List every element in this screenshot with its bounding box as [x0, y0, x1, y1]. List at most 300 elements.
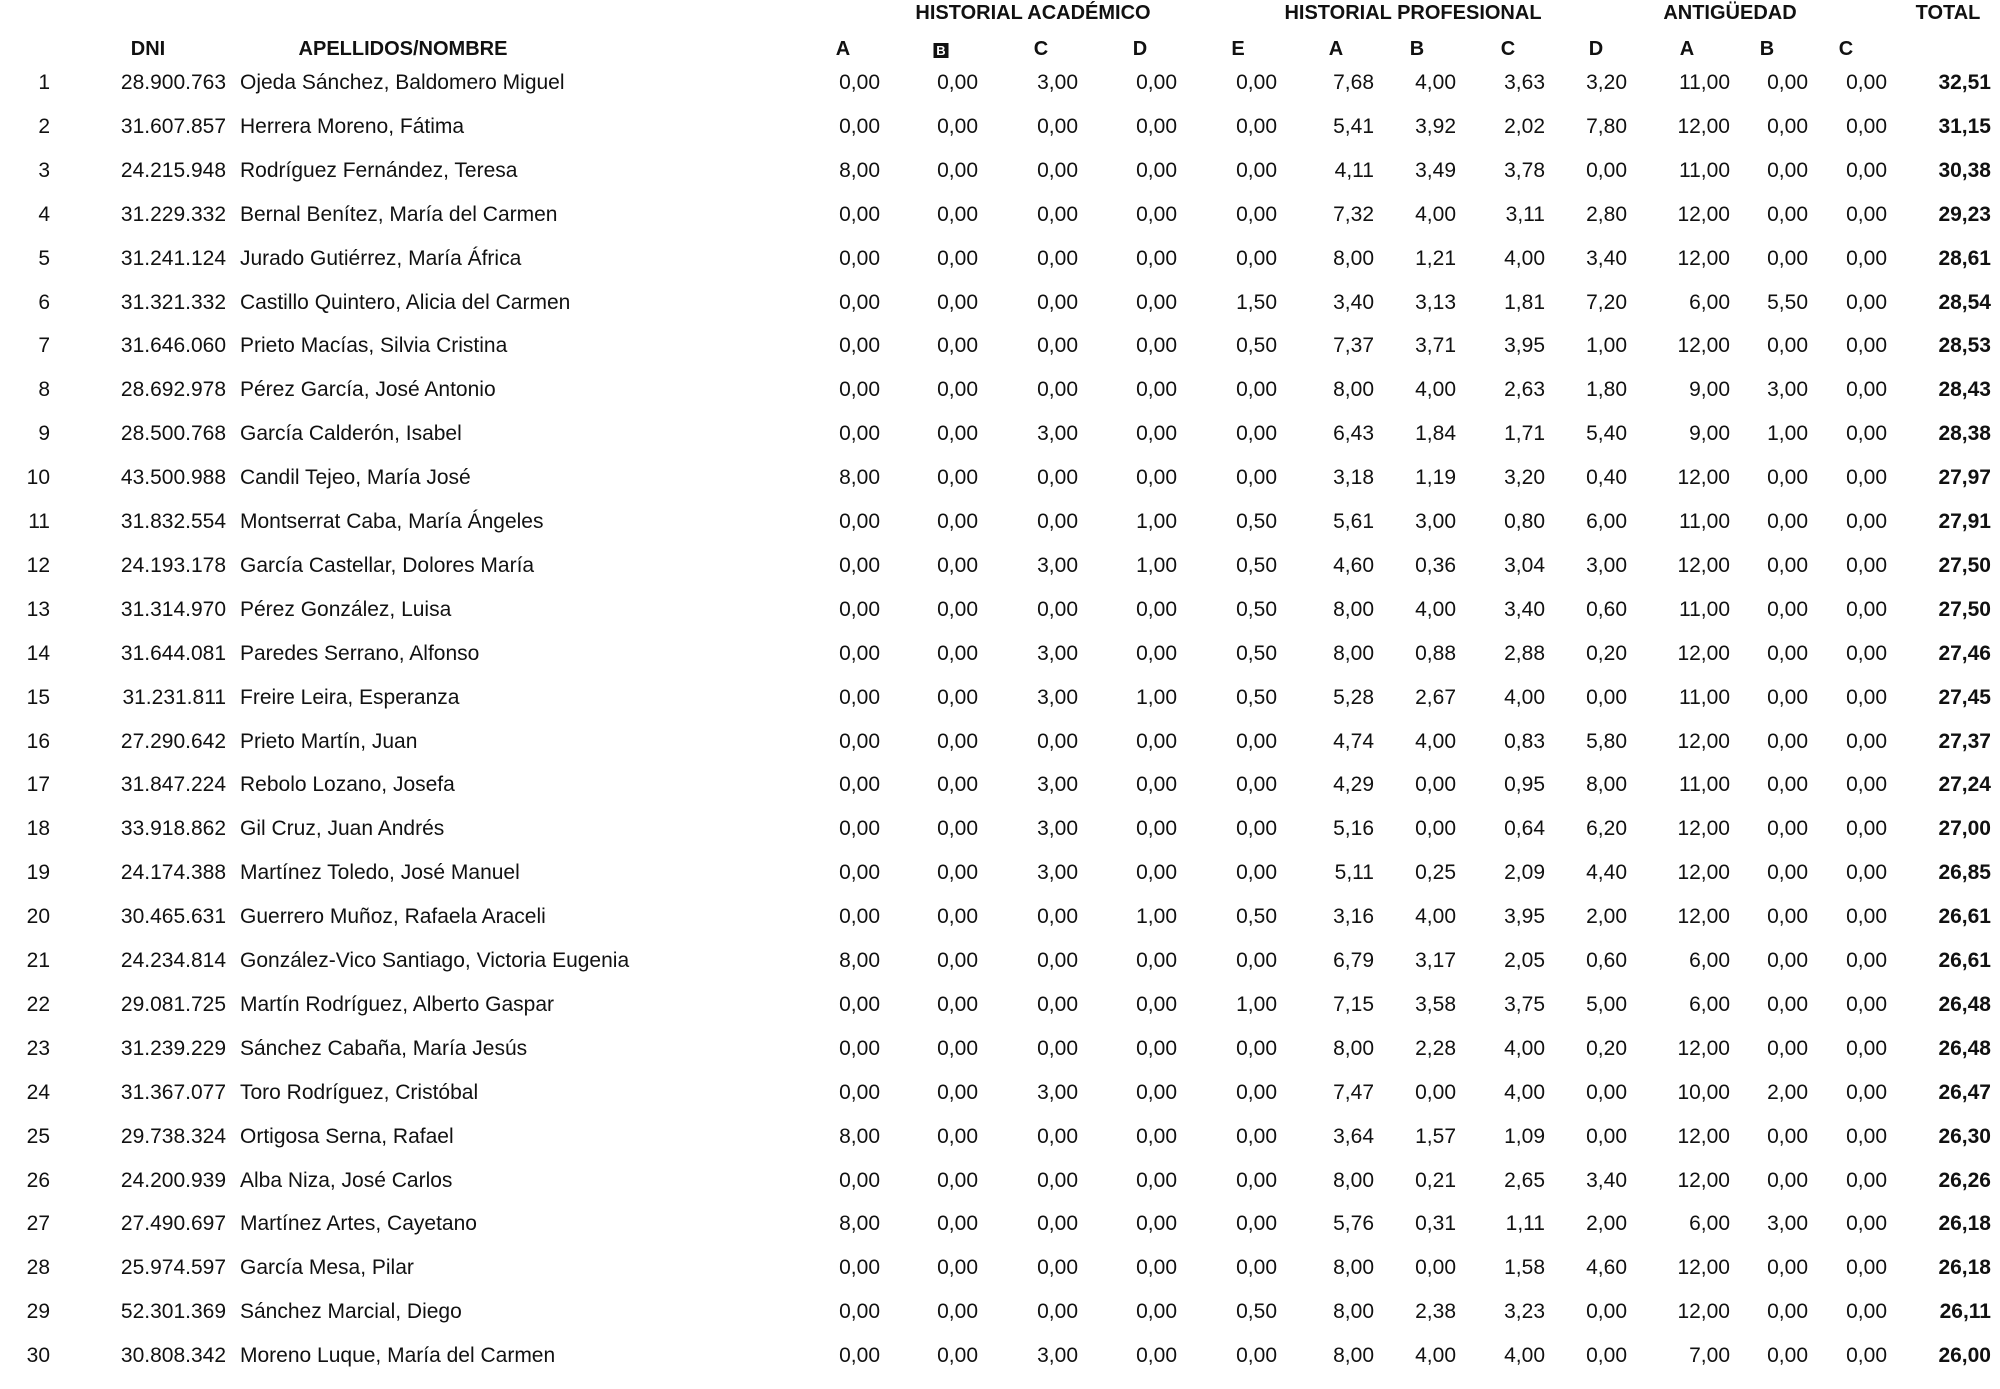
- prof-c-cell: 1,09: [1504, 1124, 1545, 1148]
- table-row: [0, 292, 2000, 336]
- acad-c-cell: 0,00: [1037, 1168, 1078, 1192]
- table-row: [0, 1213, 2000, 1257]
- table-row: [0, 687, 2000, 731]
- acad-b-cell: 0,00: [937, 1344, 978, 1368]
- acad-b-cell: 0,00: [937, 202, 978, 226]
- prof-a-cell: 4,74: [1333, 729, 1374, 753]
- prof-c-cell: 1,58: [1504, 1256, 1545, 1280]
- table-row: [0, 1126, 2000, 1170]
- antig-b-cell: 0,00: [1767, 510, 1808, 533]
- acad-d-cell: 1,00: [1136, 685, 1177, 709]
- antig-a-cell: 12,00: [1677, 1300, 1730, 1324]
- acad-c-cell: 0,00: [1037, 202, 1078, 226]
- antig-a-cell: 12,00: [1677, 466, 1730, 490]
- acad-a-cell: 0,00: [839, 334, 880, 358]
- prof-c-cell: 1,11: [1505, 1212, 1545, 1236]
- antig-c-cell: 0,00: [1846, 597, 1887, 621]
- acad-c-cell: 0,00: [1037, 1212, 1078, 1236]
- acad-b-cell: 0,00: [937, 641, 978, 665]
- dni-cell: 28.500.768: [120, 422, 226, 446]
- acad-b-cell: 0,00: [937, 685, 978, 709]
- prof-d-cell: 0,00: [1586, 1124, 1627, 1148]
- prof-c-cell: 3,04: [1504, 553, 1545, 577]
- acad-d-cell: 0,00: [1136, 246, 1177, 270]
- name-cell: Pérez García, José Antonio: [240, 378, 496, 402]
- acad-b-cell: 0,00: [937, 992, 978, 1016]
- col-header-acad-b-label: B: [934, 43, 949, 58]
- dni-cell: 24.215.948: [120, 158, 226, 182]
- antig-a-cell: 12,00: [1677, 905, 1730, 929]
- acad-a-cell: 0,00: [839, 378, 880, 402]
- prof-d-cell: 0,60: [1586, 597, 1627, 621]
- acad-b-cell: 0,00: [937, 1124, 978, 1148]
- acad-e-cell: 1,50: [1236, 290, 1277, 314]
- row-number: 24: [26, 1080, 50, 1104]
- table-row: [0, 1082, 2000, 1126]
- dni-cell: 31.646.060: [120, 334, 226, 358]
- prof-a-cell: 4,60: [1333, 553, 1374, 577]
- prof-a-cell: 4,29: [1333, 773, 1374, 797]
- prof-a-cell: 3,40: [1333, 290, 1374, 314]
- prof-b-cell: 3,13: [1415, 290, 1456, 314]
- table-row: [0, 599, 2000, 643]
- acad-a-cell: 0,00: [839, 597, 880, 621]
- total-cell: 30,38: [1938, 158, 1991, 182]
- antig-b-cell: 0,00: [1767, 641, 1808, 665]
- total-cell: 29,23: [1938, 202, 1991, 226]
- prof-c-cell: 3,23: [1504, 1300, 1545, 1324]
- acad-c-cell: 3,00: [1037, 641, 1078, 665]
- antig-c-cell: 0,00: [1846, 685, 1887, 709]
- acad-e-cell: 0,00: [1236, 817, 1277, 841]
- prof-d-cell: 4,40: [1586, 861, 1627, 885]
- acad-d-cell: 1,00: [1136, 510, 1177, 533]
- acad-d-cell: 0,00: [1136, 861, 1177, 885]
- name-cell: Gil Cruz, Juan Andrés: [240, 817, 445, 841]
- prof-c-cell: 4,00: [1504, 1080, 1545, 1104]
- total-cell: 28,53: [1938, 334, 1991, 358]
- acad-c-cell: 0,00: [1037, 1300, 1078, 1324]
- prof-c-cell: 2,05: [1504, 949, 1545, 972]
- acad-b-cell: 0,00: [937, 1168, 978, 1192]
- dni-cell: 24.234.814: [120, 949, 226, 972]
- antig-c-cell: 0,00: [1846, 641, 1887, 665]
- prof-d-cell: 0,00: [1586, 1080, 1627, 1104]
- acad-b-cell: 0,00: [937, 290, 978, 314]
- prof-b-cell: 2,38: [1415, 1300, 1456, 1324]
- prof-d-cell: 5,80: [1586, 729, 1627, 753]
- prof-d-cell: 2,00: [1586, 1212, 1627, 1236]
- acad-a-cell: 0,00: [839, 685, 880, 709]
- total-cell: 26,47: [1938, 1080, 1991, 1104]
- acad-e-cell: 0,00: [1236, 773, 1277, 797]
- row-number: 14: [26, 641, 50, 665]
- prof-a-cell: 7,68: [1333, 71, 1374, 94]
- prof-b-cell: 1,21: [1415, 246, 1456, 270]
- name-cell: Martínez Toledo, José Manuel: [240, 861, 520, 885]
- row-number: 5: [38, 246, 50, 270]
- prof-a-cell: 8,00: [1333, 1168, 1374, 1192]
- total-cell: 27,45: [1938, 685, 1991, 709]
- acad-b-cell: 0,00: [937, 905, 978, 929]
- table-row: [0, 555, 2000, 599]
- prof-b-cell: 3,49: [1415, 158, 1456, 182]
- row-number: 25: [26, 1124, 50, 1148]
- table-row: [0, 423, 2000, 467]
- acad-d-cell: 0,00: [1136, 334, 1177, 358]
- acad-d-cell: 0,00: [1136, 290, 1177, 314]
- antig-a-cell: 9,00: [1689, 422, 1730, 446]
- antig-c-cell: 0,00: [1846, 992, 1887, 1016]
- acad-e-cell: 0,50: [1236, 905, 1277, 929]
- antig-a-cell: 11,00: [1679, 597, 1730, 621]
- acad-b-cell: 0,00: [937, 1256, 978, 1280]
- prof-c-cell: 2,09: [1504, 861, 1545, 885]
- name-cell: González-Vico Santiago, Victoria Eugenia: [240, 949, 630, 972]
- acad-d-cell: 0,00: [1136, 817, 1177, 841]
- antig-c-cell: 0,00: [1846, 773, 1887, 797]
- acad-d-cell: 0,00: [1136, 1080, 1177, 1104]
- total-cell: 27,46: [1938, 641, 1991, 665]
- prof-b-cell: 4,00: [1415, 71, 1456, 94]
- acad-b-cell: 0,00: [937, 114, 978, 138]
- dni-cell: 31.644.081: [120, 641, 226, 665]
- row-number: 21: [26, 949, 50, 972]
- acad-c-cell: 0,00: [1037, 1124, 1078, 1148]
- row-number: 15: [26, 685, 50, 709]
- acad-d-cell: 0,00: [1136, 949, 1177, 972]
- table-row: [0, 72, 2000, 116]
- row-number: 3: [38, 158, 50, 182]
- antig-a-cell: 12,00: [1677, 334, 1730, 358]
- prof-d-cell: 6,00: [1586, 510, 1627, 533]
- acad-e-cell: 1,00: [1236, 992, 1277, 1016]
- prof-b-cell: 4,00: [1415, 1344, 1456, 1368]
- prof-a-cell: 5,11: [1334, 861, 1374, 885]
- acad-a-cell: 0,00: [839, 773, 880, 797]
- name-cell: Guerrero Muñoz, Rafaela Araceli: [240, 905, 546, 929]
- antig-b-cell: 0,00: [1767, 949, 1808, 972]
- col-header-prof-c: C: [1500, 38, 1516, 60]
- antig-c-cell: 0,00: [1846, 1080, 1887, 1104]
- acad-d-cell: 0,00: [1136, 158, 1177, 182]
- antig-a-cell: 12,00: [1677, 246, 1730, 270]
- row-number: 20: [26, 905, 50, 929]
- acad-e-cell: 0,00: [1236, 114, 1277, 138]
- table-row: [0, 862, 2000, 906]
- antig-c-cell: 0,00: [1846, 1036, 1887, 1060]
- acad-c-cell: 0,00: [1037, 246, 1078, 270]
- prof-c-cell: 2,88: [1504, 641, 1545, 665]
- antig-c-cell: 0,00: [1846, 553, 1887, 577]
- acad-c-cell: 3,00: [1037, 71, 1078, 94]
- acad-b-cell: 0,00: [937, 1036, 978, 1060]
- acad-c-cell: 0,00: [1037, 290, 1078, 314]
- acad-d-cell: 1,00: [1136, 553, 1177, 577]
- prof-c-cell: 3,78: [1504, 158, 1545, 182]
- dni-cell: 28.692.978: [120, 378, 226, 402]
- prof-c-cell: 0,80: [1504, 510, 1545, 533]
- antig-a-cell: 6,00: [1689, 290, 1730, 314]
- acad-a-cell: 0,00: [839, 246, 880, 270]
- total-cell: 26,11: [1939, 1300, 1991, 1324]
- acad-e-cell: 0,50: [1236, 510, 1277, 533]
- acad-e-cell: 0,00: [1236, 422, 1277, 446]
- total-cell: 26,85: [1938, 861, 1991, 885]
- name-cell: Martín Rodríguez, Alberto Gaspar: [240, 992, 554, 1016]
- acad-a-cell: 0,00: [839, 202, 880, 226]
- antig-c-cell: 0,00: [1846, 1344, 1887, 1368]
- name-cell: García Calderón, Isabel: [240, 422, 462, 446]
- table-row: [0, 994, 2000, 1038]
- prof-b-cell: 3,71: [1415, 334, 1456, 358]
- acad-b-cell: 0,00: [937, 246, 978, 270]
- prof-a-cell: 6,43: [1333, 422, 1374, 446]
- group-total: TOTAL: [1915, 2, 1981, 24]
- prof-c-cell: 2,65: [1504, 1168, 1545, 1192]
- antig-c-cell: 0,00: [1846, 949, 1887, 972]
- acad-d-cell: 1,00: [1136, 905, 1177, 929]
- acad-c-cell: 0,00: [1037, 949, 1078, 972]
- antig-c-cell: 0,00: [1846, 729, 1887, 753]
- row-number: 7: [38, 334, 50, 358]
- row-number: 28: [26, 1256, 50, 1280]
- table-row: [0, 248, 2000, 292]
- antig-a-cell: 12,00: [1677, 861, 1730, 885]
- antig-b-cell: 0,00: [1767, 1256, 1808, 1280]
- acad-a-cell: 0,00: [839, 861, 880, 885]
- total-cell: 28,38: [1938, 422, 1991, 446]
- antig-b-cell: 5,50: [1767, 290, 1808, 314]
- total-cell: 28,61: [1938, 246, 1991, 270]
- acad-e-cell: 0,00: [1236, 246, 1277, 270]
- acad-b-cell: 0,00: [937, 861, 978, 885]
- acad-a-cell: 8,00: [839, 949, 880, 972]
- antig-b-cell: 0,00: [1767, 1300, 1808, 1324]
- prof-d-cell: 3,40: [1586, 246, 1627, 270]
- total-cell: 27,50: [1938, 553, 1991, 577]
- col-header-dni: DNI: [130, 38, 166, 60]
- antig-b-cell: 3,00: [1767, 1212, 1808, 1236]
- acad-a-cell: 0,00: [839, 817, 880, 841]
- prof-b-cell: 1,57: [1415, 1124, 1456, 1148]
- acad-a-cell: 0,00: [839, 1300, 880, 1324]
- prof-a-cell: 5,76: [1333, 1212, 1374, 1236]
- acad-e-cell: 0,00: [1236, 729, 1277, 753]
- prof-c-cell: 0,83: [1504, 729, 1545, 753]
- name-cell: Prieto Martín, Juan: [240, 729, 418, 753]
- name-cell: Ojeda Sánchez, Baldomero Miguel: [240, 71, 565, 94]
- acad-c-cell: 0,00: [1037, 729, 1078, 753]
- acad-e-cell: 0,00: [1236, 1036, 1277, 1060]
- acad-e-cell: 0,50: [1236, 1300, 1277, 1324]
- table-row: [0, 379, 2000, 423]
- prof-c-cell: 3,95: [1504, 334, 1545, 358]
- acad-c-cell: 0,00: [1037, 1036, 1078, 1060]
- acad-a-cell: 0,00: [839, 1344, 880, 1368]
- antig-b-cell: 0,00: [1767, 246, 1808, 270]
- prof-b-cell: 4,00: [1415, 729, 1456, 753]
- acad-a-cell: 0,00: [839, 553, 880, 577]
- group-historial-profesional: HISTORIAL PROFESIONAL: [1284, 2, 1542, 24]
- row-number: 16: [26, 729, 50, 753]
- antig-c-cell: 0,00: [1846, 861, 1887, 885]
- name-cell: García Castellar, Dolores María: [240, 553, 535, 577]
- acad-d-cell: 0,00: [1136, 1036, 1177, 1060]
- acad-e-cell: 0,00: [1236, 1256, 1277, 1280]
- prof-d-cell: 4,60: [1586, 1256, 1627, 1280]
- prof-a-cell: 8,00: [1333, 1036, 1374, 1060]
- table-row: [0, 1301, 2000, 1345]
- prof-a-cell: 5,16: [1333, 817, 1374, 841]
- prof-d-cell: 0,60: [1586, 949, 1627, 972]
- prof-b-cell: 4,00: [1415, 905, 1456, 929]
- prof-a-cell: 8,00: [1333, 597, 1374, 621]
- acad-b-cell: 0,00: [937, 949, 978, 972]
- acad-e-cell: 0,50: [1236, 334, 1277, 358]
- prof-a-cell: 7,32: [1333, 202, 1374, 226]
- prof-a-cell: 5,28: [1333, 685, 1374, 709]
- col-header-antig-c: C: [1838, 38, 1854, 60]
- name-cell: Sánchez Marcial, Diego: [240, 1300, 462, 1324]
- name-cell: Jurado Gutiérrez, María África: [240, 246, 522, 270]
- col-header-acad-d: D: [1132, 38, 1148, 60]
- acad-a-cell: 0,00: [839, 641, 880, 665]
- prof-b-cell: 2,67: [1415, 685, 1456, 709]
- prof-b-cell: 0,00: [1415, 817, 1456, 841]
- antig-b-cell: 2,00: [1767, 1080, 1808, 1104]
- acad-a-cell: 0,00: [839, 422, 880, 446]
- col-header-acad-e: E: [1231, 38, 1245, 60]
- prof-a-cell: 5,41: [1333, 114, 1374, 138]
- acad-d-cell: 0,00: [1136, 597, 1177, 621]
- dni-cell: 30.465.631: [120, 905, 226, 929]
- antig-a-cell: 12,00: [1677, 817, 1730, 841]
- row-number: 13: [26, 597, 50, 621]
- dni-cell: 24.174.388: [120, 861, 226, 885]
- acad-d-cell: 0,00: [1136, 992, 1177, 1016]
- prof-d-cell: 0,00: [1586, 685, 1627, 709]
- antig-b-cell: 0,00: [1767, 158, 1808, 182]
- prof-a-cell: 8,00: [1333, 1300, 1374, 1324]
- table-row: [0, 818, 2000, 862]
- prof-d-cell: 7,80: [1586, 114, 1627, 138]
- table-row: [0, 160, 2000, 204]
- acad-d-cell: 0,00: [1136, 1344, 1177, 1368]
- row-number: 12: [26, 553, 50, 577]
- antig-b-cell: 0,00: [1767, 1168, 1808, 1192]
- col-header-prof-d: D: [1588, 38, 1604, 60]
- acad-c-cell: 3,00: [1037, 773, 1078, 797]
- antig-a-cell: 12,00: [1677, 1256, 1730, 1280]
- prof-a-cell: 7,37: [1333, 334, 1374, 358]
- row-number: 17: [26, 773, 50, 797]
- antig-c-cell: 0,00: [1846, 510, 1887, 533]
- prof-d-cell: 5,00: [1586, 992, 1627, 1016]
- acad-e-cell: 0,00: [1236, 1168, 1277, 1192]
- antig-c-cell: 0,00: [1846, 202, 1887, 226]
- acad-c-cell: 0,00: [1037, 466, 1078, 490]
- total-cell: 26,18: [1938, 1212, 1991, 1236]
- acad-e-cell: 0,00: [1236, 949, 1277, 972]
- acad-b-cell: 0,00: [937, 158, 978, 182]
- name-cell: Paredes Serrano, Alfonso: [240, 641, 480, 665]
- acad-d-cell: 0,00: [1136, 422, 1177, 446]
- prof-d-cell: 1,00: [1586, 334, 1627, 358]
- acad-e-cell: 0,50: [1236, 597, 1277, 621]
- prof-c-cell: 2,63: [1504, 378, 1545, 402]
- total-cell: 26,00: [1938, 1344, 1991, 1368]
- total-cell: 27,37: [1938, 729, 1991, 753]
- antig-b-cell: 0,00: [1767, 905, 1808, 929]
- antig-c-cell: 0,00: [1846, 1168, 1887, 1192]
- prof-a-cell: 3,18: [1333, 466, 1374, 490]
- prof-b-cell: 0,88: [1415, 641, 1456, 665]
- acad-b-cell: 0,00: [937, 597, 978, 621]
- antig-a-cell: 12,00: [1677, 1124, 1730, 1148]
- acad-a-cell: 0,00: [839, 1168, 880, 1192]
- table-row: [0, 204, 2000, 248]
- prof-d-cell: 3,20: [1586, 71, 1627, 94]
- acad-a-cell: 0,00: [839, 114, 880, 138]
- prof-b-cell: 4,00: [1415, 378, 1456, 402]
- dni-cell: 31.239.229: [120, 1036, 226, 1060]
- row-number: 18: [26, 817, 50, 841]
- antig-b-cell: 0,00: [1767, 1344, 1808, 1368]
- prof-c-cell: 1,71: [1504, 422, 1545, 446]
- acad-e-cell: 0,00: [1236, 378, 1277, 402]
- acad-b-cell: 0,00: [937, 510, 978, 533]
- acad-b-cell: 0,00: [937, 553, 978, 577]
- prof-d-cell: 0,20: [1586, 641, 1627, 665]
- acad-e-cell: 0,50: [1236, 553, 1277, 577]
- name-cell: Rebolo Lozano, Josefa: [240, 773, 455, 797]
- dni-cell: 31.847.224: [120, 773, 226, 797]
- prof-a-cell: 8,00: [1333, 1256, 1374, 1280]
- acad-b-cell: 0,00: [937, 422, 978, 446]
- acad-e-cell: 0,00: [1236, 861, 1277, 885]
- name-cell: Martínez Artes, Cayetano: [240, 1212, 477, 1236]
- total-cell: 26,30: [1938, 1124, 1991, 1148]
- dni-cell: 31.229.332: [120, 202, 226, 226]
- acad-a-cell: 0,00: [839, 510, 880, 533]
- acad-a-cell: 0,00: [839, 290, 880, 314]
- acad-a-cell: 0,00: [839, 71, 880, 94]
- total-cell: 26,18: [1938, 1256, 1991, 1280]
- antig-c-cell: 0,00: [1846, 114, 1887, 138]
- antig-c-cell: 0,00: [1846, 1256, 1887, 1280]
- acad-c-cell: 3,00: [1037, 861, 1078, 885]
- table-row: [0, 906, 2000, 950]
- prof-a-cell: 7,15: [1333, 992, 1374, 1016]
- table-row: [0, 511, 2000, 555]
- antig-c-cell: 0,00: [1846, 466, 1887, 490]
- name-cell: Ortigosa Serna, Rafael: [240, 1124, 454, 1148]
- acad-c-cell: 0,00: [1037, 510, 1078, 533]
- prof-b-cell: 0,00: [1415, 1256, 1456, 1280]
- prof-b-cell: 3,92: [1415, 114, 1456, 138]
- prof-a-cell: 4,11: [1334, 158, 1374, 182]
- row-number: 30: [26, 1344, 50, 1368]
- name-cell: García Mesa, Pilar: [240, 1256, 414, 1280]
- total-cell: 27,00: [1938, 817, 1991, 841]
- prof-b-cell: 1,19: [1415, 466, 1456, 490]
- row-number: 2: [38, 114, 50, 138]
- table-row: [0, 950, 2000, 994]
- prof-b-cell: 3,17: [1415, 949, 1456, 972]
- antig-c-cell: 0,00: [1846, 1300, 1887, 1324]
- dni-cell: 31.832.554: [120, 510, 226, 533]
